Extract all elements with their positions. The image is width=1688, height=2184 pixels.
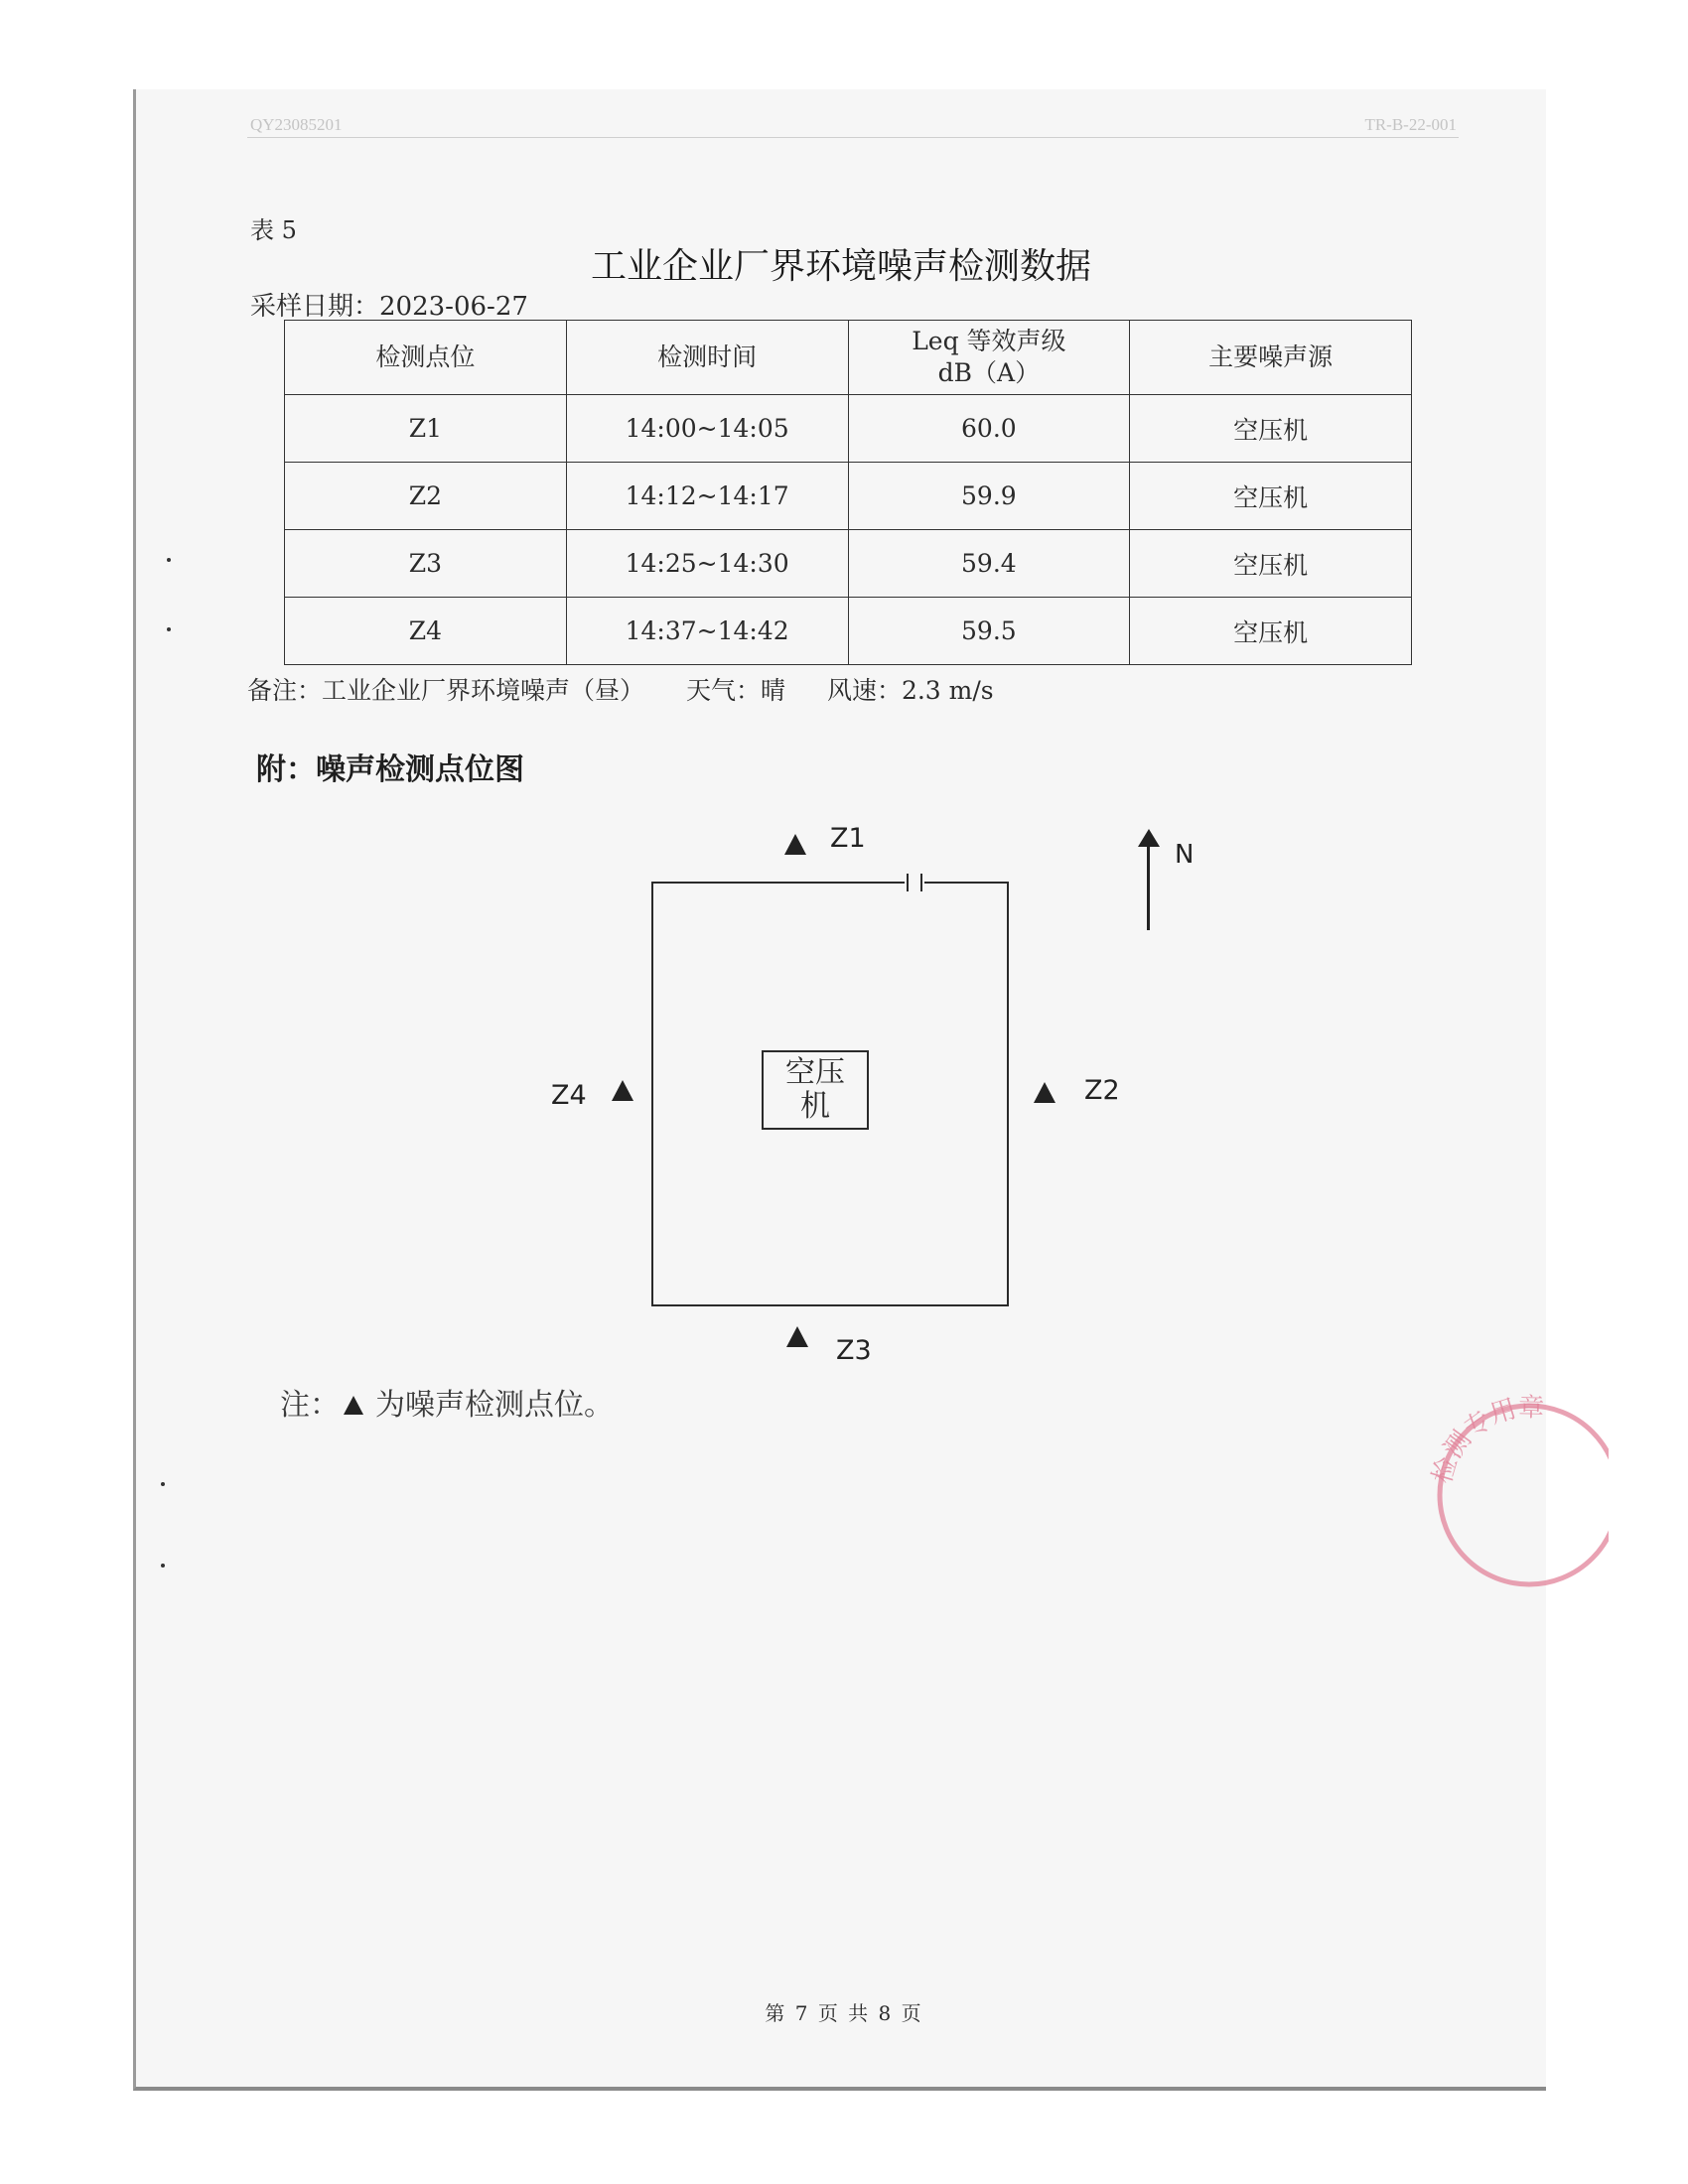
table-row [285,598,1412,665]
form-code: TR-B-22-001 [1364,115,1457,134]
air-compressor-box [762,1050,869,1130]
cell-leq: 60.0 [848,395,1130,463]
cell-time: 14:37~14:42 [566,598,848,665]
cell-leq: 59.9 [848,463,1130,530]
appendix-title: 附：噪声检测点位图 [256,752,524,787]
cell-source: 空压机 [1130,463,1412,530]
gate-post-right [920,874,922,891]
z1-marker-icon [784,834,806,855]
gate-post-left [907,874,909,891]
header-point: 检测点位 [285,321,567,395]
north-label: N [1175,840,1195,870]
header-rule [247,137,1459,138]
remark-wind: 风速：2.3 m/s [826,676,994,705]
z1-label: Z1 [830,823,866,854]
sampling-date: 采样日期：2023-06-27 [250,292,528,322]
header-leq [848,321,1130,395]
header-leq-line2: dB（A） [937,358,1041,387]
cell-source: 空压机 [1130,530,1412,598]
report-code: QY23085201 [250,115,343,134]
cell-source: 空压机 [1130,395,1412,463]
cell-leq: 59.4 [848,530,1130,598]
cell-source: 空压机 [1130,598,1412,665]
margin-speck [161,1482,165,1486]
margin-speck [161,1564,165,1568]
cell-point: Z1 [285,395,567,463]
margin-speck [167,627,171,631]
page-title: 工业企业厂界环境噪声检测数据 [590,246,1091,287]
z3-marker-icon [786,1326,808,1347]
table-row [285,463,1412,530]
svg-text:检测专用章 [1428,1393,1545,1487]
diagram-note [280,1380,614,1424]
z2-label: Z2 [1084,1075,1120,1106]
z2-marker-icon [1034,1082,1055,1103]
remark-weather: 天气：晴 [685,676,785,705]
page-number: 第 7 页 共 8 页 [765,2001,923,2025]
cell-time: 14:00~14:05 [566,395,848,463]
cell-point: Z3 [285,530,567,598]
triangle-marker-icon [344,1396,363,1415]
compressor-label-line1: 空压 [785,1054,845,1090]
table-number: 表 5 [250,216,297,244]
cell-time: 14:12~14:17 [566,463,848,530]
table-header-row [285,321,1412,395]
table-remark [247,671,1028,707]
noise-data-table [284,320,1412,665]
margin-speck [167,558,171,562]
note-text: 为噪声检测点位。 [375,1388,614,1423]
z4-marker-icon [612,1080,633,1101]
cell-point: Z2 [285,463,567,530]
table-row [285,395,1412,463]
official-seal-icon [1390,1386,1609,1604]
header-time: 检测时间 [566,321,848,395]
header-source: 主要噪声源 [1130,321,1412,395]
z4-label: Z4 [551,1080,587,1111]
table-row [285,530,1412,598]
cell-point: Z4 [285,598,567,665]
remark-label: 备注：工业企业厂界环境噪声（昼） [247,676,645,705]
compressor-label-line2: 机 [800,1089,830,1124]
seal-text: 检测专用章 [1427,1393,1545,1487]
cell-leq: 59.5 [848,598,1130,665]
north-arrow-shaft [1147,839,1150,930]
header-leq-line1: Leq 等效声级 [912,326,1066,355]
cell-time: 14:25~14:30 [566,530,848,598]
note-prefix: 注： [280,1388,340,1423]
z3-label: Z3 [836,1335,872,1366]
